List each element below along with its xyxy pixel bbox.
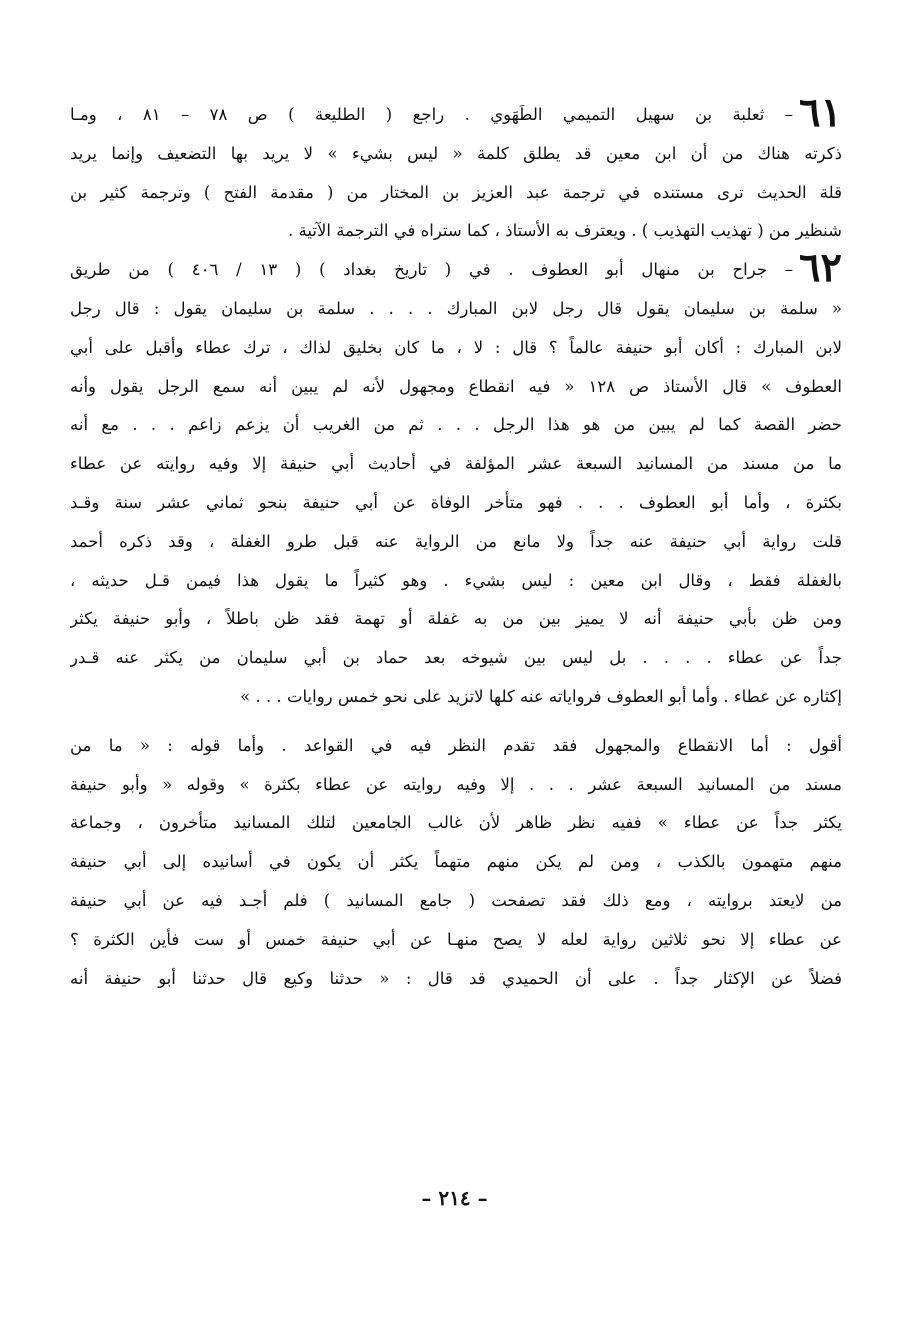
entry-text: – ثعلبة بن سهيل التميمي الطَهَوي . راجع ( الطليعة ) ص ٧٨ – ٨١ ، ومـا [70, 105, 794, 124]
reply-line-3: يكثر جداً عن عطاء » ففيه نظر ظاهر لأن غالب الجامعين لتلك المسانيد متأخرون ، وجماعة [70, 813, 842, 833]
entry-62-line-12: إكثاره عن عطاء . وأما أبو العطوف فرواياته عنه كلها لاتزيد على نحو خمس روايات . . . » [240, 686, 842, 706]
entry-62-line-3: لابن المبارك : أكان أبو حنيفة عالماً ؟ قال : لا ، ما كان بخليق لذاك ، ترك عطاء وأقبل على أبي [70, 337, 842, 357]
reply-line-2: مسند من المسانيد السبعة عشر . . . إلا وفيه روايته عن عطاء بكثرة » وقوله « وأبو حنيفة [70, 774, 842, 794]
reply-line-6: عن عطاء إلا نحو ثلاثين رواية لعله لا يصح منهـا عن أبي حنيفة خمس أو ست فأين الكثرة ؟ [70, 929, 842, 949]
entry-62-line-1 [70, 251, 842, 290]
entry-62-line-11: جداً عن عطاء . . . . بل ليس بين شيوخه بعد حماد بن أبي سليمان من يكثر عنه قـدر [70, 648, 842, 668]
entry-62-line-10: ومن ظن بأبي حنيفة أنه لا يميز بين من به غفلة أو تهمة فقد ظن باطلاً ، وأبو حنيفة يكثر [70, 609, 842, 629]
entry-61-line-3: قلة الحديث ترى مستنده في ترجمة عبد العزيز بن المختار من ( مقدمة الفتح ) وترجمة كثير بن [70, 182, 842, 202]
reply-line-1: أقول : أما الانقطاع والمجهول فقد تقدم النظر فيه في القواعد . وأما قوله : « ما من [70, 735, 842, 755]
entry-text: – جراح بن منهال أبو العطوف . في ( تاريخ بغداد ) ( ١٣ / ٤٠٦ ) من طريق [70, 260, 794, 280]
entry-62-line-8: قلت رواية أبي حنيفة عنه جداً ولا مانع من الرواية عنه قبل طرو الغفلة ، وقد ذكره أحمد [70, 531, 842, 551]
entry-62-line-7: بكثرة ، وأما أبو العطوف . . . فهو متأخر الوفاة عن أبي حنيفة بنحو ثماني عشر سنة وقـد [70, 492, 842, 512]
entry-61 [70, 96, 842, 251]
entry-62-line-2: « سلمة بن سليمان يقول قال رجل لابن المبارك . . . . سلمة بن سليمان يقول : قال رجل [70, 298, 842, 318]
entry-number: ٦٢ [799, 251, 842, 290]
reply-line-7: فضلاً عن الإكثار جداً . على أن الحميدي قد قال : « حدثنا وكيع قال حدثنا أبو حنيفة أنه [70, 968, 842, 988]
reply-line-4: منهم متهمون بالكذب ، ومن لم يكن منهم متهماً يكثر أن يكون في أسانيده إلى أبي حنيفة [70, 852, 842, 872]
entry-62-line-5: حضر القصة كما لم يبين من هو هذا الرجل . . . ثم من الغريب أن يزعم زاعم . . . مع أنه [70, 415, 842, 435]
entry-62-line-9: بالغفلة فقط ، وقال ابن معين : ليس بشيء . وهو كثيراً ما يقول هذا فيمن قـل حديثه ، [70, 570, 842, 590]
entry-62-line-6: ما من مسند من المسانيد السبعة عشر المؤلفة في أحاديث أبي حنيفة إلا وفيه روايته عن عطاء [70, 454, 842, 474]
entry-number: ٦١ [799, 96, 842, 135]
paragraph-gap [70, 717, 842, 727]
entry-61-line-2: ذكرته هناك من أن ابن معين قد يطلق كلمة « ليس بشيء » لا يريد بها التضعيف وإنما يريد [70, 143, 842, 163]
entry-61-line-1 [70, 96, 842, 135]
reply-paragraph [70, 727, 842, 999]
entry-61-line-4: شنظير من ( تهذيب التهذيب ) . ويعترف به الأستاذ ، كما ستراه في الترجمة الآتية . [288, 221, 842, 241]
page-body [70, 96, 842, 998]
entry-62 [70, 251, 842, 717]
reply-line-5: من لايعتد بروايته ، ومع ذلك فقد تصفحت ( جامع المسانيد ) فلم أجـد فيه عن أبي حنيفة [70, 890, 842, 910]
entry-62-line-4: العطوف » قال الأستاذ ص ١٢٨ « فيه انقطاع ومجهول لأنه لم يبين أنه سمع الرجل يقول وأنه [70, 376, 842, 396]
page-number: – ٢١٤ – [421, 1186, 488, 1210]
